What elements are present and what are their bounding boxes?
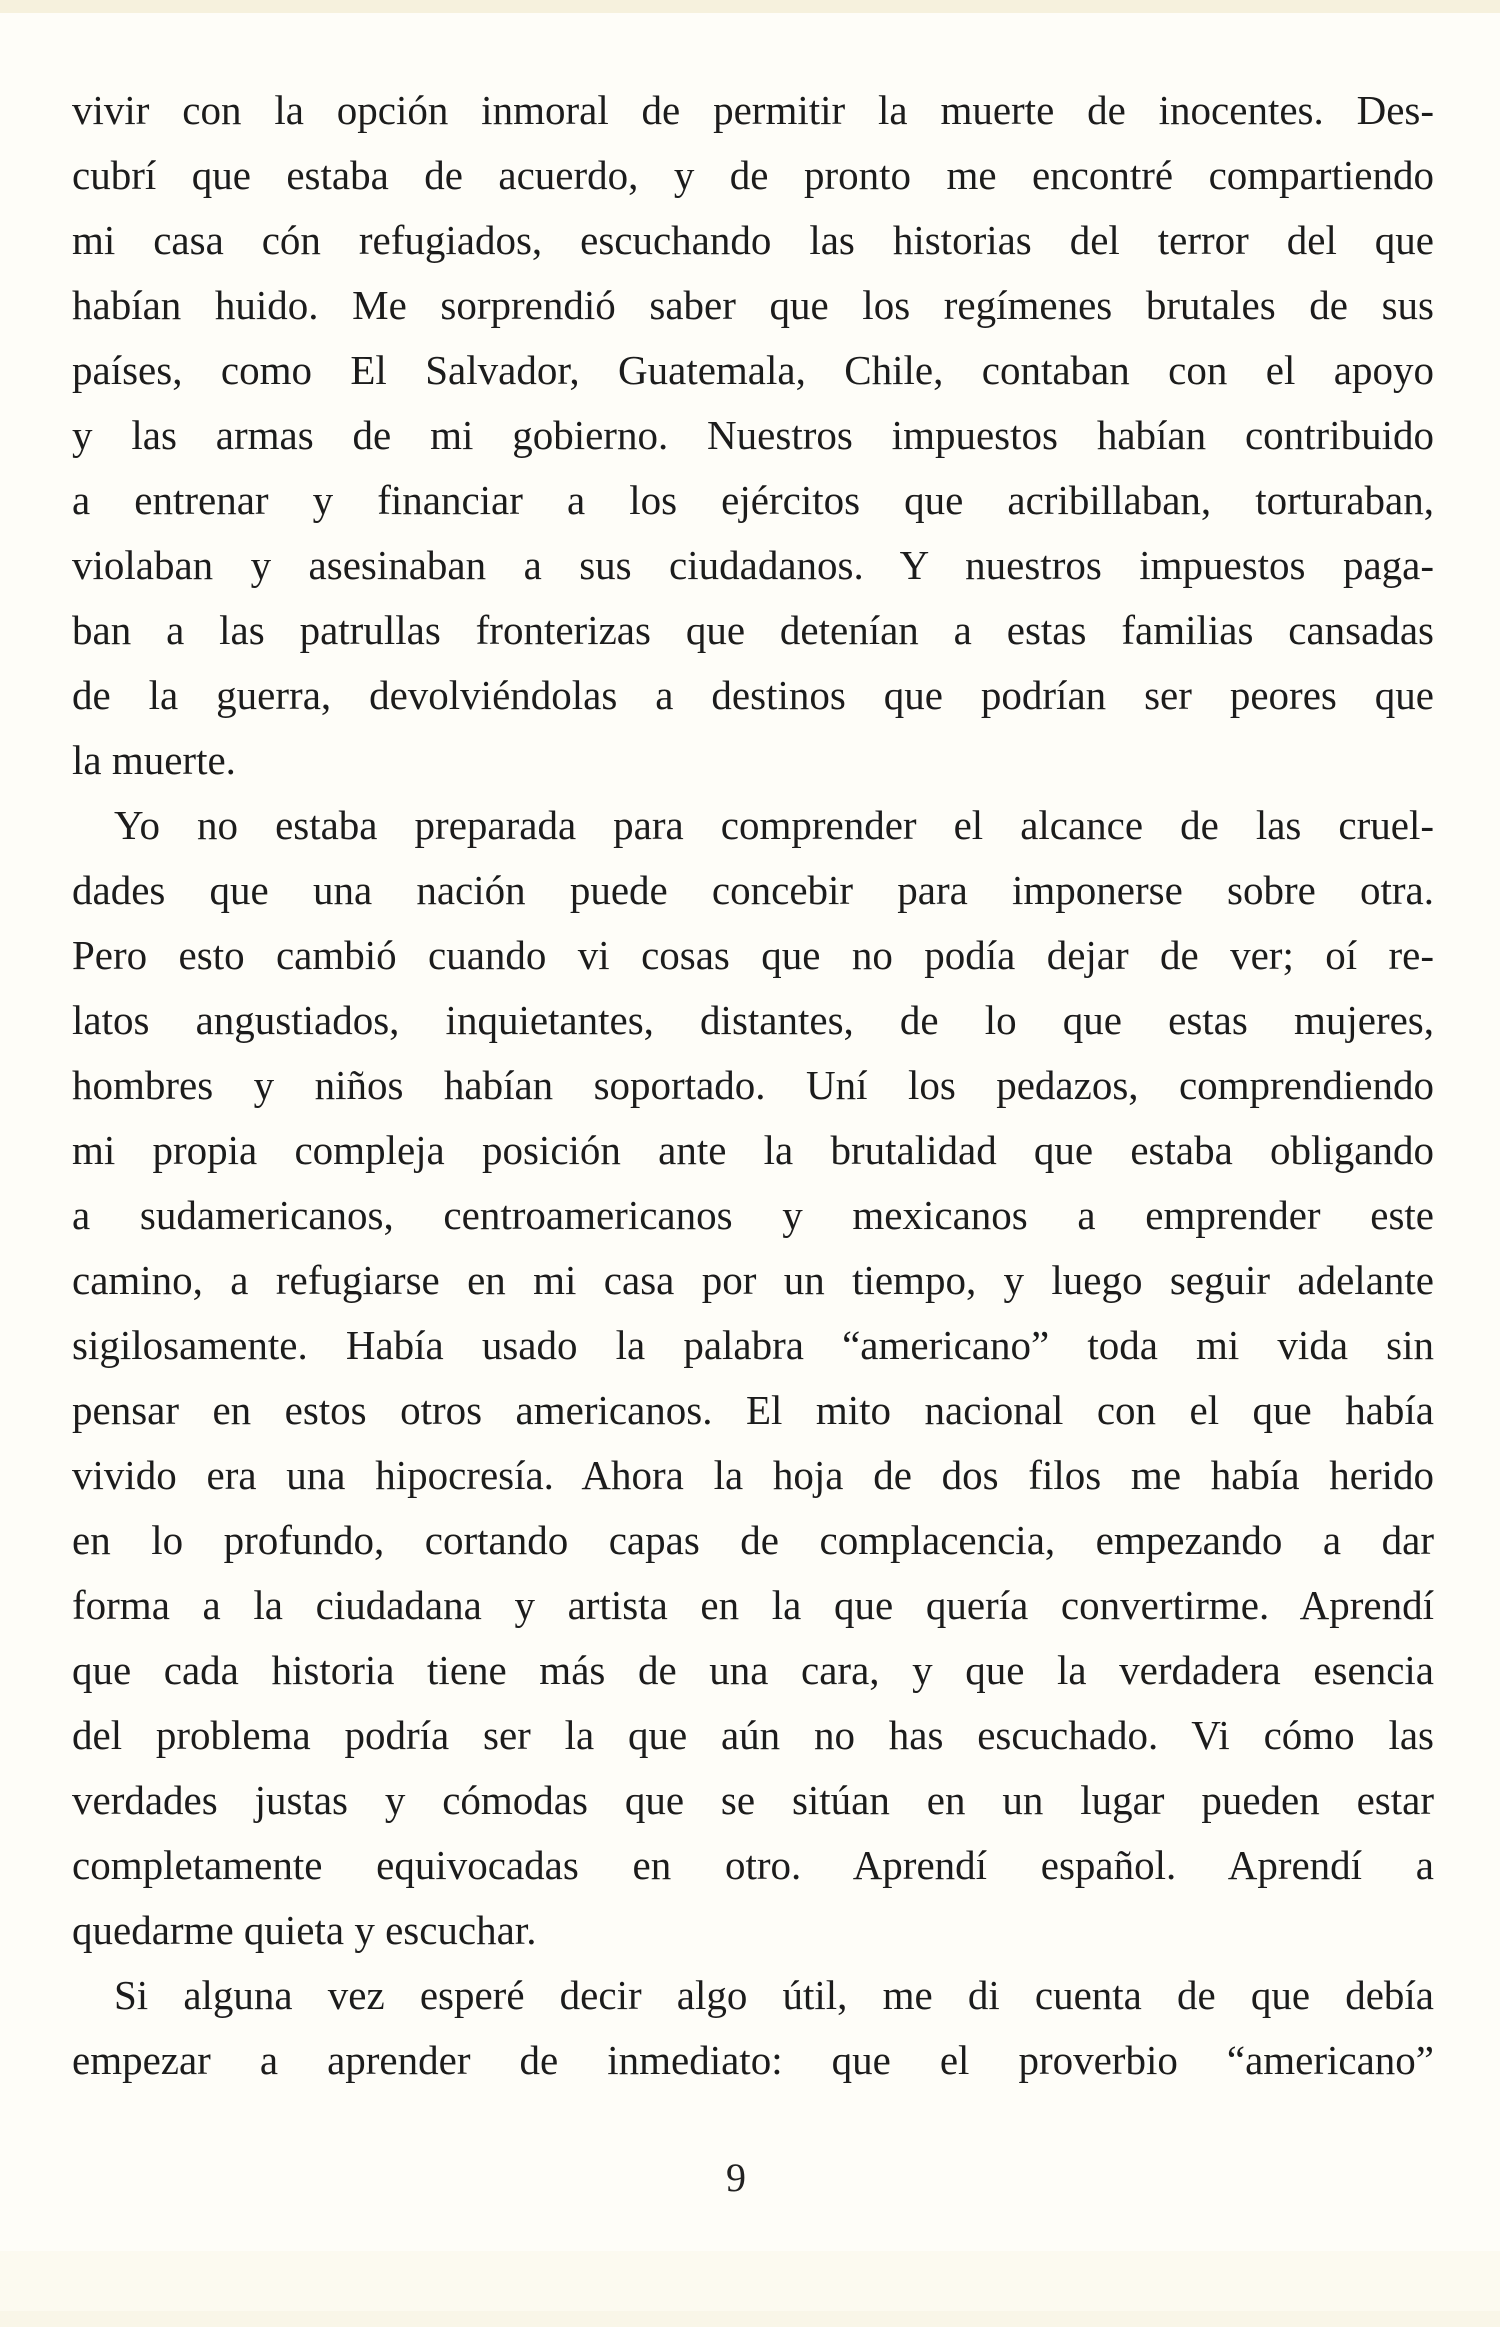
text-line: sigilosamente. Había usado la palabra “americano” toda mi vida sin bbox=[72, 1322, 1434, 1368]
text-line: y las armas de mi gobierno. Nuestros impuestos habían contribuido bbox=[72, 412, 1434, 458]
page-text bbox=[72, 78, 1434, 2093]
text-line: del problema podría ser la que aún no has escuchado. Vi cómo las bbox=[72, 1712, 1434, 1758]
text-line: camino, a refugiarse en mi casa por un tiempo, y luego seguir adelante bbox=[72, 1257, 1434, 1303]
text-line: ban a las patrullas fronterizas que detenían a estas familias cansadas bbox=[72, 607, 1434, 653]
text-line: forma a la ciudadana y artista en la que quería convertirme. Aprendí bbox=[72, 1582, 1434, 1628]
text-line: habían huido. Me sorprendió saber que los regímenes brutales de sus bbox=[72, 282, 1434, 328]
text-line: cubrí que estaba de acuerdo, y de pronto me encontré compartiendo bbox=[72, 152, 1434, 198]
text-line: a sudamericanos, centroamericanos y mexicanos a emprender este bbox=[72, 1192, 1434, 1238]
text-line: latos angustiados, inquietantes, distantes, de lo que estas mujeres, bbox=[72, 997, 1434, 1043]
scan-edge-bottom-soft bbox=[0, 2251, 1500, 2311]
text-line: vivido era una hipocresía. Ahora la hoja de dos filos me había herido bbox=[72, 1452, 1434, 1498]
scan-edge-top bbox=[0, 0, 1500, 13]
text-line: países, como El Salvador, Guatemala, Chile, contaban con el apoyo bbox=[72, 347, 1434, 393]
text-line: en lo profundo, cortando capas de complacencia, empezando a dar bbox=[72, 1517, 1434, 1563]
text-line paragraph-end: la muerte. bbox=[72, 737, 236, 783]
text-line: violaban y asesinaban a sus ciudadanos. Y nuestros impuestos paga- bbox=[72, 542, 1434, 588]
text-line: Pero esto cambió cuando vi cosas que no podía dejar de ver; oí re- bbox=[72, 932, 1434, 978]
text-line paragraph-start: Yo no estaba preparada para comprender el alcance de las cruel- bbox=[114, 802, 1434, 848]
text-line: vivir con la opción inmoral de permitir la muerte de inocentes. Des- bbox=[72, 87, 1434, 133]
text-line: a entrenar y financiar a los ejércitos que acribillaban, torturaban, bbox=[72, 477, 1434, 523]
text-line: verdades justas y cómodas que se sitúan en un lugar pueden estar bbox=[72, 1777, 1434, 1823]
scan-edge-bottom bbox=[0, 2311, 1500, 2327]
text-line: pensar en estos otros americanos. El mito nacional con el que había bbox=[72, 1387, 1434, 1433]
text-line: empezar a aprender de inmediato: que el proverbio “americano” bbox=[72, 2037, 1434, 2083]
page-number: 9 bbox=[726, 2155, 746, 2200]
text-line: completamente equivocadas en otro. Aprendí español. Aprendí a bbox=[72, 1842, 1434, 1888]
text-line: hombres y niños habían soportado. Uní los pedazos, comprendiendo bbox=[72, 1062, 1434, 1108]
text-line paragraph-end: quedarme quieta y escuchar. bbox=[72, 1907, 537, 1953]
text-line: dades que una nación puede concebir para imponerse sobre otra. bbox=[72, 867, 1434, 913]
text-line: de la guerra, devolviéndolas a destinos que podrían ser peores que bbox=[72, 672, 1434, 718]
text-line: mi propia compleja posición ante la brutalidad que estaba obligando bbox=[72, 1127, 1434, 1173]
text-line: mi casa cón refugiados, escuchando las historias del terror del que bbox=[72, 217, 1434, 263]
text-line paragraph-start: Si alguna vez esperé decir algo útil, me di cuenta de que debía bbox=[114, 1972, 1434, 2018]
text-line: que cada historia tiene más de una cara, y que la verdadera esencia bbox=[72, 1647, 1434, 1693]
